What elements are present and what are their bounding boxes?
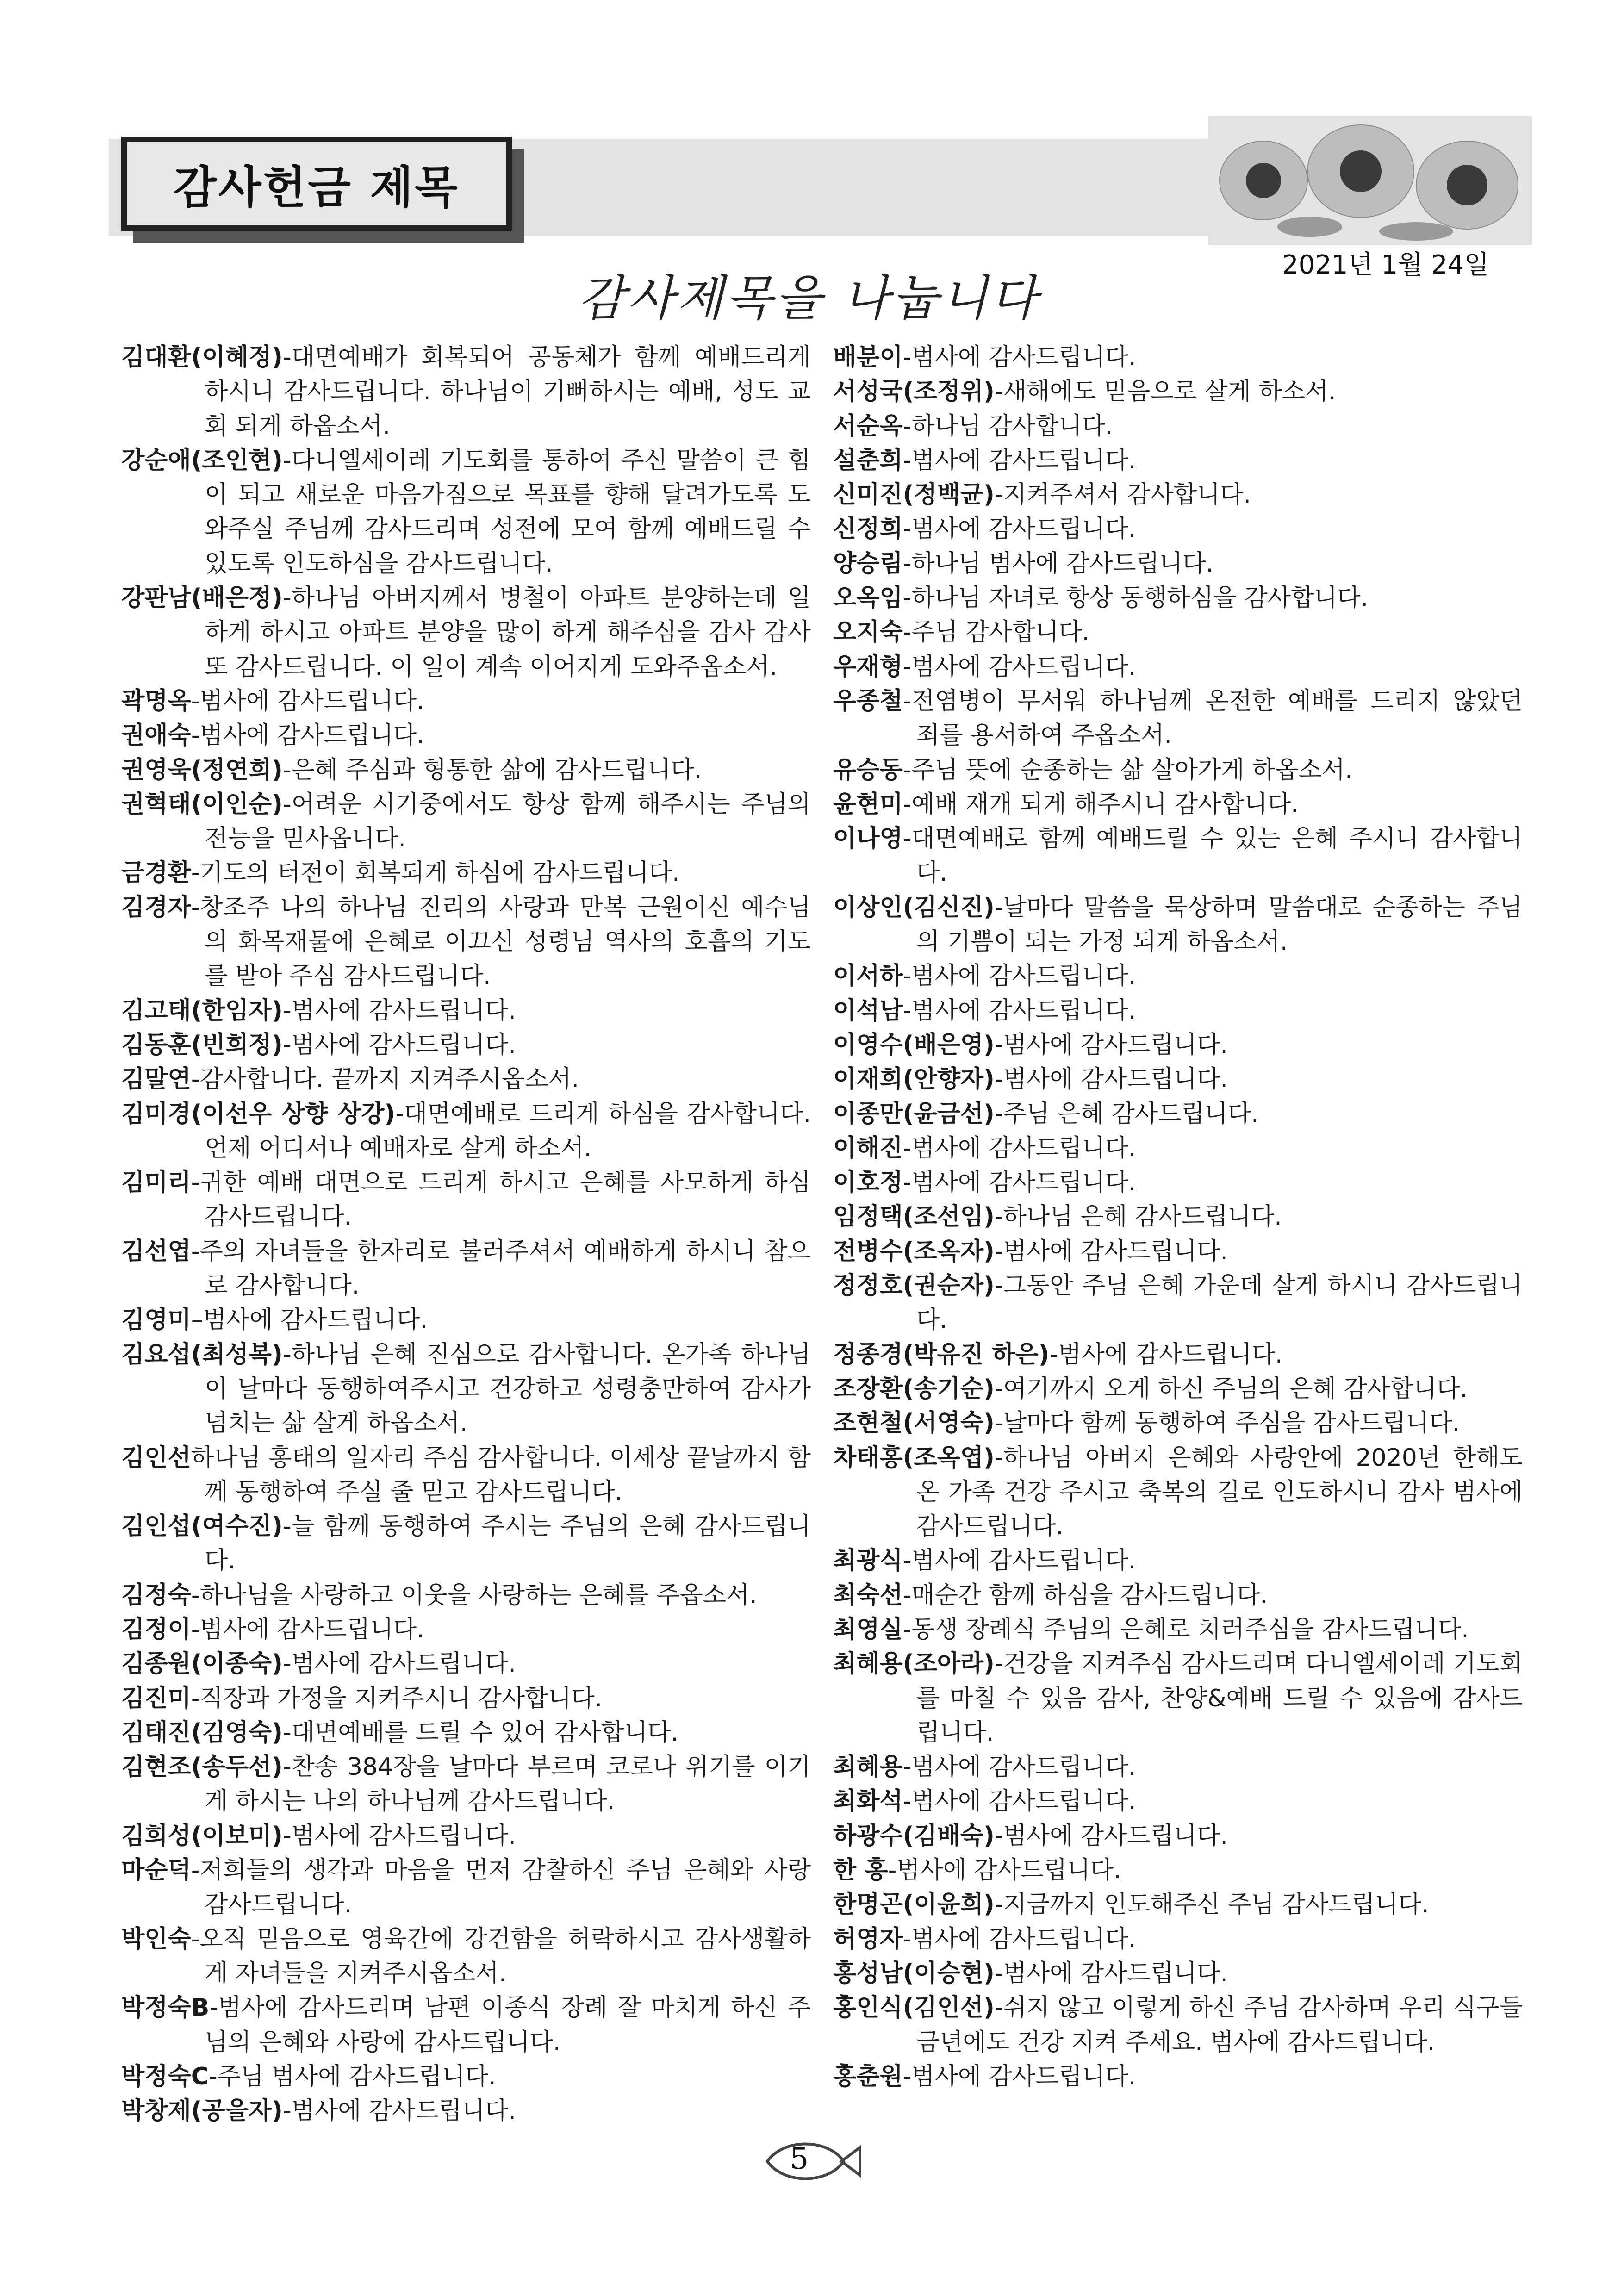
entry-message: -범사에 감사드립니다. xyxy=(902,1169,1136,1197)
gratitude-entry xyxy=(833,1338,1523,1372)
gratitude-entry xyxy=(121,1819,811,1853)
entry-name: 김영미 xyxy=(121,1306,191,1334)
entry-name: 이호정 xyxy=(833,1169,903,1197)
entry-message: -범사에 감사드립니다. xyxy=(282,2097,516,2125)
gratitude-entry xyxy=(121,1338,811,1441)
entry-message: -범사에 감사드립니다. xyxy=(994,1959,1228,1987)
entry-message: -쉬지 않고 이렇게 하신 주님 감사하며 우리 식구들 금년에도 건강 지켜 주세요. 범사에 감사드립니다. xyxy=(916,1994,1523,2056)
entry-message: -범사에 감사드립니다. xyxy=(191,687,424,715)
date-label: 2021년 1월 24일 xyxy=(1282,250,1489,280)
gratitude-entry xyxy=(833,1028,1523,1062)
entry-message: -그동안 주님 은혜 가운데 살게 하시니 감사드립니다. xyxy=(916,1272,1523,1334)
entry-message: -범사에 감사드립니다. xyxy=(902,1925,1136,1953)
gratitude-entry xyxy=(833,1131,1523,1165)
entry-name: 유승동 xyxy=(833,756,903,784)
entry-name: 윤현미 xyxy=(833,790,903,818)
entry-message: -주님 은혜 감사드립니다. xyxy=(994,1100,1259,1128)
gratitude-entry xyxy=(833,1165,1523,1200)
entry-name: 김현조(송두선) xyxy=(121,1753,283,1781)
gratitude-entry xyxy=(833,1372,1523,1406)
entry-message: -지켜주셔서 감사합니다. xyxy=(994,481,1251,509)
gratitude-entry xyxy=(121,1991,811,2060)
entry-name: 차태홍(조옥엽) xyxy=(833,1444,995,1472)
entry-name: 김희성(이보미) xyxy=(121,1822,283,1850)
entry-name: 김말연 xyxy=(121,1065,191,1094)
entry-name: 이서하 xyxy=(833,962,903,990)
entry-name: 하광수(김배숙) xyxy=(833,1822,995,1850)
gratitude-entry xyxy=(121,1509,811,1578)
gratitude-entry xyxy=(833,1200,1523,1234)
entry-name: 한 홍 xyxy=(833,1856,888,1885)
entry-message: -대면예배를 드릴 수 있어 감사합니다. xyxy=(282,1718,678,1747)
entry-name: 김대환(이혜정) xyxy=(121,343,283,371)
gratitude-entry xyxy=(833,2060,1523,2094)
gratitude-entry xyxy=(121,684,811,718)
entry-name: 금경환 xyxy=(121,859,191,887)
entry-message: -하나님 자녀로 항상 동행하심을 감사합니다. xyxy=(902,584,1369,612)
entry-name: 우종철 xyxy=(833,687,903,715)
entry-name: 김고태(한임자) xyxy=(121,996,283,1025)
gratitude-entry xyxy=(121,581,811,684)
entry-name: 설춘희 xyxy=(833,446,903,474)
gratitude-entry xyxy=(833,512,1523,546)
entry-message: -날마다 말씀을 묵상하며 말씀대로 순종하는 주님의 기쁨이 되는 가정 되게 하옵소서. xyxy=(916,893,1523,956)
entry-name: 이영수(배은영) xyxy=(833,1031,995,1059)
entry-name: 김종원(이종숙) xyxy=(121,1650,283,1678)
gratitude-entry xyxy=(121,443,811,581)
entry-message: -범사에 감사드리며 남편 이종식 장례 잘 마치게 하신 주님의 은혜와 사랑에 감사드립니다. xyxy=(205,1994,811,2056)
entry-name: 최숙선 xyxy=(833,1581,903,1609)
gratitude-entry xyxy=(833,1991,1523,2060)
entry-message: -범사에 감사드립니다. xyxy=(191,1615,424,1643)
entry-message: -여기까지 오게 하신 주님의 은혜 감사합니다. xyxy=(994,1375,1468,1403)
gratitude-entry xyxy=(833,1269,1523,1338)
gratitude-entry xyxy=(833,1922,1523,1956)
entry-message: -주님 범사에 감사드립니다. xyxy=(208,2062,496,2091)
gratitude-entry xyxy=(833,959,1523,993)
entry-message: -전염병이 무서워 하나님께 온전한 예배를 드리지 않았던 죄를 용서하여 주옵소서. xyxy=(902,687,1523,750)
entry-name: 배분이 xyxy=(833,343,903,371)
entry-message: -범사에 감사드립니다. xyxy=(191,722,424,750)
entry-name: 김정이 xyxy=(121,1615,191,1643)
gratitude-entry xyxy=(833,890,1523,959)
gratitude-entry xyxy=(833,1956,1523,1991)
right-column xyxy=(833,340,1523,2094)
entry-name: 최영실 xyxy=(833,1615,903,1643)
entry-name: 신정희 xyxy=(833,515,903,543)
entry-name: 조현철(서영숙) xyxy=(833,1409,995,1437)
entry-message: -감사합니다. 끝까지 지켜주시옵소서. xyxy=(191,1065,579,1094)
gratitude-entry xyxy=(121,1750,811,1819)
gratitude-entry xyxy=(121,994,811,1028)
entry-name: 박창제(공을자) xyxy=(121,2097,283,2125)
gratitude-entry xyxy=(121,856,811,890)
entry-message: -늘 함께 동행하여 주시는 주님의 은혜 감사드립니다. xyxy=(205,1512,811,1575)
entry-message: -직장과 가정을 지켜주시니 감사합니다. xyxy=(191,1684,603,1712)
gratitude-entry xyxy=(833,1853,1523,1887)
entry-name: 임정택(조선임) xyxy=(833,1203,995,1231)
gratitude-entry xyxy=(833,1441,1523,1544)
entry-message: -범사에 감사드립니다. xyxy=(902,2062,1136,2091)
gratitude-entry xyxy=(833,787,1523,821)
entry-name: 김진미 xyxy=(121,1684,191,1712)
page-number: 5 xyxy=(790,2142,809,2176)
gratitude-entry xyxy=(833,684,1523,753)
entry-message: -오직 믿음으로 영육간에 강건함을 허락하시고 감사생활하게 자녀들을 지켜주시옵소서. xyxy=(191,1925,811,1987)
entry-message: –범사에 감사드립니다. xyxy=(191,1306,428,1334)
entry-message: -범사에 감사드립니다. xyxy=(902,343,1136,371)
entry-message: -귀한 예배 대면으로 드리게 하시고 은혜를 사모하게 하심 감사드립니다. xyxy=(191,1169,811,1231)
entry-message: -범사에 감사드립니다. xyxy=(994,1031,1228,1059)
entry-message: -범사에 감사드립니다. xyxy=(888,1856,1121,1885)
entry-name: 곽명옥 xyxy=(121,687,191,715)
entry-name: 서순옥 xyxy=(833,412,903,440)
gratitude-entry xyxy=(833,1819,1523,1853)
entry-message: -범사에 감사드립니다. xyxy=(902,1787,1136,1816)
gratitude-entry xyxy=(121,1647,811,1681)
entry-message: -지금까지 인도해주신 주님 감사드립니다. xyxy=(994,1891,1429,1919)
gratitude-entry xyxy=(833,821,1523,890)
entry-name: 김인섭(여수진) xyxy=(121,1512,283,1541)
gratitude-entry xyxy=(121,1441,811,1510)
entry-name: 이재희(안향자) xyxy=(833,1065,995,1094)
entry-message: -하나님 은혜 진심으로 감사합니다. 온가족 하나님이 날마다 동행하여주시고 건강하고 성령충만하여 감사가 넘치는 삶 살게 하옵소서. xyxy=(205,1340,811,1437)
gratitude-entry xyxy=(121,2060,811,2094)
entry-name: 허영자 xyxy=(833,1925,903,1953)
entry-name: 박정숙C xyxy=(121,2062,209,2091)
gratitude-entry xyxy=(833,374,1523,409)
entry-message: -범사에 감사드립니다. xyxy=(282,996,516,1025)
entry-message: -하나님 은혜 감사드립니다. xyxy=(994,1203,1282,1231)
gratitude-entry xyxy=(121,1681,811,1716)
gratitude-entry xyxy=(121,787,811,856)
left-column xyxy=(121,340,811,2128)
gratitude-entry xyxy=(833,1647,1523,1750)
entry-message: -범사에 감사드립니다. xyxy=(282,1822,516,1850)
gratitude-entry xyxy=(121,2094,811,2128)
entry-message: -하나님 범사에 감사드립니다. xyxy=(902,549,1214,578)
entry-message: -범사에 감사드립니다. xyxy=(282,1031,516,1059)
entry-message: -주님 뜻에 순종하는 삶 살아가게 하옵소서. xyxy=(902,756,1353,784)
entry-message: -어려운 시기중에서도 항상 함께 해주시는 주님의 전능을 믿사옵니다. xyxy=(205,790,811,853)
entry-name: 이석남 xyxy=(833,996,903,1025)
gratitude-entry xyxy=(121,718,811,753)
entry-name: 정종경(박유진 하은) xyxy=(833,1340,1050,1369)
entry-name: 전병수(조옥자) xyxy=(833,1237,995,1265)
entry-message: -하나님 감사합니다. xyxy=(902,412,1113,440)
entry-name: 권애숙 xyxy=(121,722,191,750)
gratitude-entry xyxy=(833,1578,1523,1612)
entry-name: 정정호(권순자) xyxy=(833,1272,995,1300)
entry-message: -주님 감사합니다. xyxy=(902,618,1090,647)
gratitude-entry xyxy=(833,1062,1523,1096)
entry-name: 권영욱(정연희) xyxy=(121,756,283,784)
entry-message: -찬송 384장을 날마다 부르며 코로나 위기를 이기게 하시는 나의 하나님께 감사드립니다. xyxy=(205,1753,811,1816)
entry-message: -동생 장례식 주님의 은혜로 치러주심을 감사드립니다. xyxy=(902,1615,1469,1643)
gratitude-entry xyxy=(121,1922,811,1991)
entry-name: 마순덕 xyxy=(121,1856,191,1885)
entry-message: -예배 재개 되게 해주시니 감사합니다. xyxy=(902,790,1299,818)
entry-name: 이나영 xyxy=(833,825,903,853)
gratitude-entry xyxy=(121,1853,811,1922)
entry-name: 홍성남(이승현) xyxy=(833,1959,995,1987)
gratitude-entry xyxy=(833,443,1523,478)
gratitude-entry xyxy=(833,409,1523,443)
entry-message: -매순간 함께 하심을 감사드립니다. xyxy=(902,1581,1268,1609)
gratitude-entry xyxy=(833,1887,1523,1922)
entry-name: 최광식 xyxy=(833,1547,903,1575)
entry-message: -다니엘세이레 기도회를 통하여 주신 말씀이 큰 힘이 되고 새로운 마음가짐으로 목표를 향해 달려가도록 도와주실 주님께 감사드리며 성전에 모여 함께 예배드릴 수 있도록 인도하심을 감사드립니다. xyxy=(205,446,811,578)
entry-message: -하나님을 사랑하고 이웃을 사랑하는 은혜를 주옵소서. xyxy=(191,1581,757,1609)
gratitude-entry xyxy=(121,890,811,994)
entry-name: 김동훈(빈희정) xyxy=(121,1031,283,1059)
gratitude-entry xyxy=(833,615,1523,649)
entry-message: -기도의 터전이 회복되게 하심에 감사드립니다. xyxy=(191,859,680,887)
gratitude-entry xyxy=(121,1716,811,1750)
gratitude-entry xyxy=(121,753,811,787)
section-title: 감사헌금 제목 xyxy=(174,161,460,213)
gratitude-entry xyxy=(833,994,1523,1028)
entry-message: 하나님 홍태의 일자리 주심 감사합니다. 이세상 끝날까지 함께 동행하여 주실 줄 믿고 감사드립니다. xyxy=(191,1444,811,1506)
entry-name: 오옥임 xyxy=(833,584,903,612)
entry-name: 강순애(조인현) xyxy=(121,446,283,474)
sunflower-image xyxy=(1208,116,1532,245)
entry-name: 이상인(김신진) xyxy=(833,893,995,921)
entry-name: 최혜용(조아라) xyxy=(833,1650,995,1678)
entry-message: -대면예배가 회복되어 공동체가 함께 예배드리게 하시니 감사드립니다. 하나님이 기뻐하시는 예배, 성도 교회 되게 하옵소서. xyxy=(205,343,811,440)
entry-message: -범사에 감사드립니다. xyxy=(902,1134,1136,1162)
entry-message: -새해에도 믿음으로 살게 하소서. xyxy=(994,378,1336,406)
entry-message: -범사에 감사드립니다. xyxy=(902,996,1136,1025)
entry-message: -범사에 감사드립니다. xyxy=(1049,1340,1283,1369)
entry-name: 김인선 xyxy=(121,1444,191,1472)
entry-name: 박인숙 xyxy=(121,1925,191,1953)
entry-message: -범사에 감사드립니다. xyxy=(902,1753,1136,1781)
entry-name: 김경자 xyxy=(121,893,191,921)
entry-name: 홍춘원 xyxy=(833,2062,903,2091)
page-subtitle: 감사제목을 나눕니다 xyxy=(578,270,1040,326)
entry-name: 최혜용 xyxy=(833,1753,903,1781)
entry-name: 강판남(배은정) xyxy=(121,584,283,612)
section-title-box xyxy=(121,137,512,231)
entry-message: -범사에 감사드립니다. xyxy=(902,653,1136,681)
gratitude-entry xyxy=(833,1097,1523,1131)
entry-name: 오지숙 xyxy=(833,618,903,647)
entry-message: -범사에 감사드립니다. xyxy=(902,1547,1136,1575)
entry-name: 서성국(조정위) xyxy=(833,378,995,406)
entry-message: -대면예배로 함께 예배드릴 수 있는 은혜 주시니 감사합니다. xyxy=(902,825,1523,887)
gratitude-entry xyxy=(833,1543,1523,1578)
entry-message: -하나님 아버지께서 병철이 아파트 분양하는데 일하게 하시고 아파트 분양을 많이 하게 해주심을 감사 감사 또 감사드립니다. 이 일이 계속 이어지게 도와주옵소서. xyxy=(205,584,811,681)
entry-message: -창조주 나의 하나님 진리의 사랑과 만복 근원이신 예수님의 화목재물에 은혜로 이끄신 성령님 역사의 호흡의 기도를 받아 주심 감사드립니다. xyxy=(191,893,811,990)
entry-name: 권혁태(이인순) xyxy=(121,790,283,818)
gratitude-entry xyxy=(121,1234,811,1303)
entry-message: -하나님 아버지 은혜와 사랑안에 2020년 한해도 온 가족 건강 주시고 축복의 길로 인도하시니 감사 범사에 감사드립니다. xyxy=(916,1444,1523,1541)
entry-message: -날마다 함께 동행하여 주심을 감사드립니다. xyxy=(994,1409,1460,1437)
entry-name: 조장환(송기순) xyxy=(833,1375,995,1403)
gratitude-entry xyxy=(833,1612,1523,1647)
entry-name: 최화석 xyxy=(833,1787,903,1816)
entry-message: -범사에 감사드립니다. xyxy=(282,1650,516,1678)
entry-message: -범사에 감사드립니다. xyxy=(902,515,1136,543)
entry-name: 김요섭(최성복) xyxy=(121,1340,283,1369)
gratitude-entry xyxy=(121,1097,811,1166)
entry-message: -범사에 감사드립니다. xyxy=(994,1237,1228,1265)
entry-message: -주의 자녀들을 한자리로 불러주셔서 예배하게 하시니 참으로 감사합니다. xyxy=(191,1237,811,1300)
entry-name: 이종만(윤금선) xyxy=(833,1100,995,1128)
entry-name: 홍인식(김인선) xyxy=(833,1994,995,2022)
gratitude-entry xyxy=(121,1612,811,1647)
gratitude-entry xyxy=(121,1165,811,1234)
entry-name: 우재형 xyxy=(833,653,903,681)
entry-name: 김정숙 xyxy=(121,1581,191,1609)
entry-message: -저희들의 생각과 마음을 먼저 감찰하신 주님 은혜와 사랑 감사드립니다. xyxy=(191,1856,811,1919)
gratitude-entry xyxy=(833,1406,1523,1440)
entry-name: 박정숙B xyxy=(121,1994,210,2022)
gratitude-entry xyxy=(833,1234,1523,1269)
gratitude-entry xyxy=(121,1062,811,1096)
entry-message: -범사에 감사드립니다. xyxy=(902,962,1136,990)
entry-name: 한명곤(이윤희) xyxy=(833,1891,995,1919)
gratitude-entry xyxy=(833,753,1523,787)
entry-message: -은혜 주심과 형통한 삶에 감사드립니다. xyxy=(282,756,702,784)
gratitude-entry xyxy=(833,1750,1523,1784)
gratitude-entry xyxy=(833,478,1523,512)
entry-message: -범사에 감사드립니다. xyxy=(902,446,1136,474)
entry-name: 양승림 xyxy=(833,549,903,578)
gratitude-entry xyxy=(833,1784,1523,1818)
entry-name: 김미경(이선우 상향 상강) xyxy=(121,1100,396,1128)
gratitude-entry xyxy=(121,340,811,443)
gratitude-entry xyxy=(833,581,1523,615)
gratitude-entry xyxy=(833,650,1523,684)
entry-name: 김선엽 xyxy=(121,1237,191,1265)
gratitude-entry xyxy=(833,340,1523,374)
entry-message: -범사에 감사드립니다. xyxy=(994,1065,1228,1094)
entry-name: 김미리 xyxy=(121,1169,191,1197)
entry-name: 신미진(정백균) xyxy=(833,481,995,509)
entry-message: -대면예배로 드리게 하심을 감사합니다. 언제 어디서나 예배자로 살게 하소서. xyxy=(205,1100,811,1162)
entry-message: -건강을 지켜주심 감사드리며 다니엘세이레 기도회를 마칠 수 있음 감사, 찬양&예배 드릴 수 있음에 감사드립니다. xyxy=(916,1650,1523,1747)
entry-message: -범사에 감사드립니다. xyxy=(994,1822,1228,1850)
gratitude-entry xyxy=(121,1303,811,1337)
gratitude-entry xyxy=(833,547,1523,581)
gratitude-entry xyxy=(121,1028,811,1062)
gratitude-entry xyxy=(121,1578,811,1612)
entry-name: 이해진 xyxy=(833,1134,903,1162)
entry-name: 김태진(김영숙) xyxy=(121,1718,283,1747)
